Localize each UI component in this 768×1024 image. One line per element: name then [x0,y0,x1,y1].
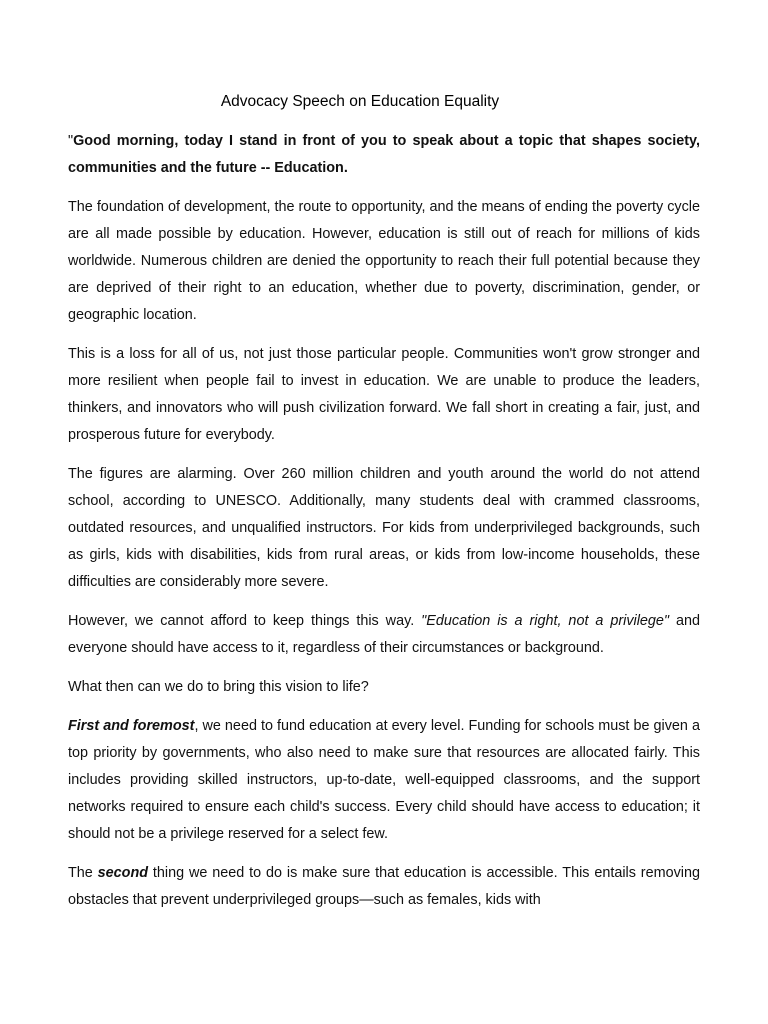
paragraph-4-before: However, we cannot afford to keep things this way. [68,613,422,629]
paragraph-7 [68,860,700,914]
paragraph-4-after: and everyone should have access to it, regardless of their circumstances or background. [68,613,701,656]
paragraph-1: The foundation of development, the route to opportunity, and the means of ending the poverty cycle are all made possible by education. However, education is still out of reach for millions of kids worldwide. Numerous children are denied the opportunity to reach their full potential because they are deprived of their right to an education, whether due to poverty, discrimination, gender, or geographic location. [68,199,700,323]
paragraph-4-quote: "Education is a right, not a privilege" [421,613,670,629]
intro-paragraph [68,128,700,182]
paragraph-4 [68,608,700,662]
paragraph-5: What then can we do to bring this vision to life? [68,679,369,695]
intro-bold-text: Good morning, today I stand in front of you to speak about a topic that shapes society, communities and the future -- Education. [68,133,700,176]
paragraph-6-rest: , we need to fund education at every level. Funding for schools must be given a top priority by governments, who also need to make sure that resources are allocated fairly. This includes providing skilled instructors, up-to-date, well-equipped classrooms, and the support networks required to ensure each child's success. Every child should have access to education; it should not be a privilege reserved for a select few. [68,718,700,842]
document-title: Advocacy Speech on Education Equality [220,93,500,110]
paragraph-6 [68,713,700,848]
opening-quote-mark: " [68,133,74,149]
paragraph-7-before: The [68,865,98,881]
paragraph-7-after: thing we need to do is make sure that education is accessible. This entails removing obstacles that prevent underprivileged groups—such as females, kids with [68,865,700,908]
paragraph-7-emph: second [97,865,149,881]
document-page [68,88,700,926]
paragraph-3: The figures are alarming. Over 260 million children and youth around the world do not attend school, according to UNESCO. Additionally, many students deal with crammed classrooms, outdated resources, and unqualified instructors. For kids from underprivileged backgrounds, such as girls, kids with disabilities, kids from rural areas, or kids from low-income households, these difficulties are considerably more severe. [68,466,700,590]
paragraph-6-lead: First and foremost [68,718,195,734]
paragraph-2: This is a loss for all of us, not just those particular people. Communities won't grow stronger and more resilient when people fail to invest in education. We are unable to produce the leaders, thinkers, and innovators who will push civilization forward. We fall short in creating a fair, just, and prosperous future for everybody. [68,346,700,443]
